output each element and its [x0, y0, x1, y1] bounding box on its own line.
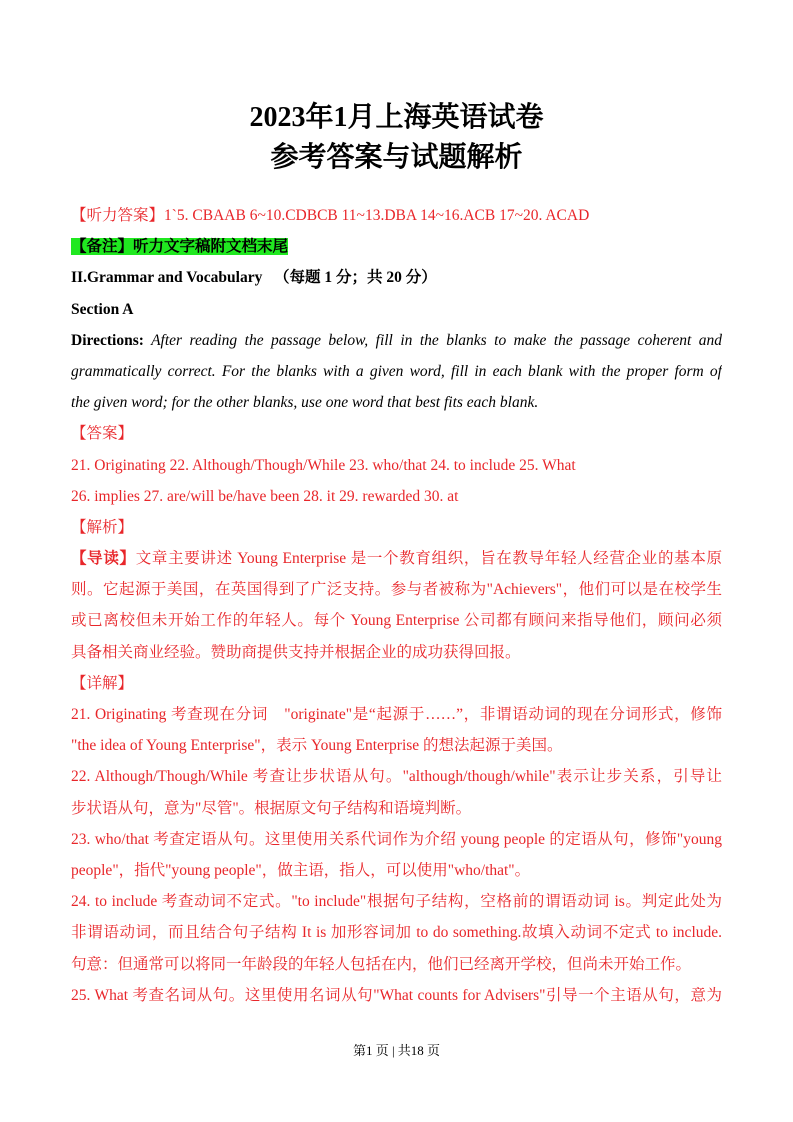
- detail-line: 25. What 考查名词从句。这里使用名词从句"What counts for Advisers"引导一个主语从句，意为: [71, 986, 722, 1004]
- listening-answers: [71, 203, 722, 234]
- guide-line: 具备相关商业经验。赞助商提供支持并根据企业的成功获得回报。: [71, 643, 521, 661]
- detail-label: 【详解】: [71, 674, 134, 692]
- guide-line: [71, 546, 722, 577]
- guide-label: 【导读】: [71, 550, 136, 568]
- guide-line: 则。它起源于美国，在英国得到了广泛支持。参与者被称为"Achievers"，他们可以是在校学生: [71, 581, 722, 599]
- answer-label: 【答案】: [71, 425, 134, 443]
- section-a: Section A: [71, 300, 134, 318]
- document-body: [71, 203, 722, 1014]
- section-title: II.Grammar and Vocabulary: [71, 269, 263, 287]
- doc-title-line1: 2023年1月上海英语试卷: [249, 102, 544, 133]
- analysis-label: 【解析】: [71, 518, 134, 536]
- section-heading: [71, 265, 722, 296]
- answers-line: 21. Originating 22. Although/Though/While 23. who/that 24. to include 25. What: [71, 456, 576, 474]
- detail-line: 步状语从句，意为"尽管"。根据原文句子结构和语境判断。: [71, 799, 472, 817]
- detail-line: "the idea of Young Enterprise"，表示 Young Enterprise 的想法起源于美国。: [71, 737, 563, 755]
- directions-label: Directions:: [71, 331, 144, 349]
- doc-title-line2: 参考答案与试题解析: [270, 142, 523, 173]
- detail-line: 21. Originating 考查现在分词 "originate"是“起源于……”，非谓语动词的现在分词形式，修饰: [71, 706, 722, 723]
- directions-line: grammatically correct. For the blanks with a given word, fill in each blank with the proper form of: [71, 362, 722, 380]
- section-score: （每题 1 分；共 20 分）: [273, 269, 437, 287]
- guide-text: 文章主要讲述 Young Enterprise 是一个教育组织，旨在教导年轻人经营企业的基本原: [135, 550, 722, 568]
- detail-line: people"，指代"young people"，做主语，指人，可以使用"who/that"。: [71, 861, 531, 879]
- guide-line: 或已离校但未开始工作的年轻人。每个 Young Enterprise 公司都有顾问来指导他们，顾问必须: [71, 612, 722, 630]
- detail-line: 24. to include 考查动词不定式。"to include"根据句子结构，空格前的谓语动词 is。判定此处为: [71, 893, 722, 911]
- detail-line: 句意：但通常可以将同一年龄段的年轻人包括在内，他们已经离开学校，但尚未开始工作。: [71, 955, 692, 973]
- answers-line: 26. implies 27. are/will be/have been 28. it 29. rewarded 30. at: [71, 487, 459, 505]
- listening-label: 【听力答案】: [71, 207, 165, 224]
- page-footer: 第1 页 | 共18 页: [352, 1043, 441, 1058]
- detail-line: 非谓语动词，而且结合句子结构 It is 加形容词加 to do something.故填入动词不定式 to include.: [71, 924, 722, 942]
- directions-text: After reading the passage below, fill in the blanks to make the passage coherent and: [143, 331, 722, 349]
- listening-values: 1`5. CBAAB 6~10.CDBCB 11~13.DBA 14~16.ACB 17~20. ACAD: [164, 207, 590, 224]
- note-highlight: 【备注】听力文字稿附文档末尾: [71, 238, 289, 256]
- detail-line: 22. Although/Though/While 考查让步状语从句。"although/though/while"表示让步关系，引导让: [71, 768, 722, 786]
- directions-line: [71, 328, 722, 359]
- directions-line: the given word; for the other blanks, use one word that best fits each blank.: [71, 394, 539, 412]
- detail-line: 23. who/that 考查定语从句。这里使用关系代词作为介绍 young people 的定语从句，修饰"young: [71, 830, 722, 848]
